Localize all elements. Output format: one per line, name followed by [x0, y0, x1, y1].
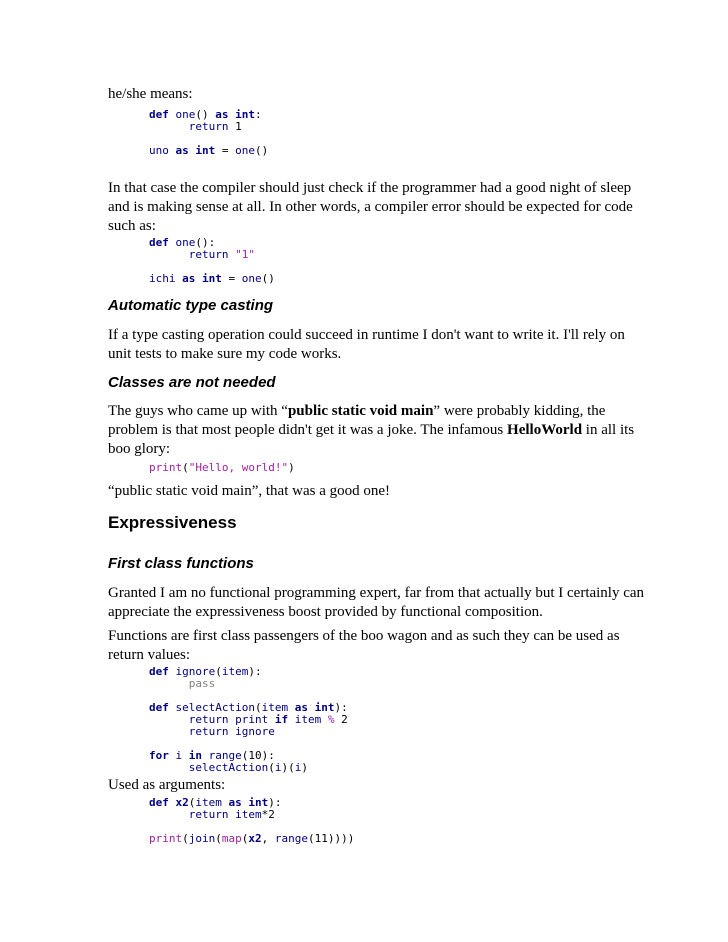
paragraph: he/she means: [108, 86, 193, 102]
paragraph [108, 401, 628, 421]
code-block-4: def ignore(item): pass def selectAction(item as int): return print if item % 2 return ignore for i in range(10): selectAction(i)(i) [149, 665, 348, 774]
paragraph: “public static void main”, that was a good one! [108, 483, 391, 499]
paragraph: Functions are first class passengers of the boo wagon and as such they can be used as [108, 628, 620, 644]
paragraph [108, 420, 635, 440]
code-block-2: def one(): return "1" ichi as int = one() [149, 236, 275, 285]
text: ” were probably kidding, the [433, 403, 606, 419]
code-block-5: def x2(item as int): return item*2 print(join(map(x2, range(11)))) [149, 796, 355, 845]
paragraph: return values: [108, 647, 191, 663]
bold-text: public static void main [287, 403, 434, 419]
paragraph: In that case the compiler should just check if the programmer had a good night of sleep [108, 180, 632, 196]
paragraph: such as: [108, 218, 156, 234]
text: in all its [582, 422, 635, 438]
code-block-1: def one() as int: return 1 uno as int = one() [149, 108, 269, 157]
paragraph: and is making sense at all. In other words, a compiler error should be expected for code [108, 199, 633, 215]
paragraph: Used as arguments: [108, 777, 226, 793]
subsection-heading: First class functions [108, 555, 254, 572]
paragraph: If a type casting operation could succeed in runtime I don't want to write it. I'll rely on [108, 327, 625, 343]
paragraph: unit tests to make sure my code works. [108, 346, 342, 362]
text: problem is that most people didn't get it was a joke. The infamous [108, 422, 508, 438]
code-block-3: print("Hello, world!") [149, 461, 295, 474]
paragraph: Granted I am no functional programming expert, far from that actually but I certainly can [108, 585, 645, 601]
section-heading: Classes are not needed [108, 374, 276, 391]
section-heading: Expressiveness [108, 513, 237, 532]
section-heading: Automatic type casting [108, 297, 274, 314]
paragraph: boo glory: [108, 441, 171, 457]
text: The guys who came up with “ [108, 403, 288, 419]
bold-text: HelloWorld [507, 422, 583, 438]
paragraph: appreciate the expressiveness boost provided by functional composition. [108, 604, 543, 620]
